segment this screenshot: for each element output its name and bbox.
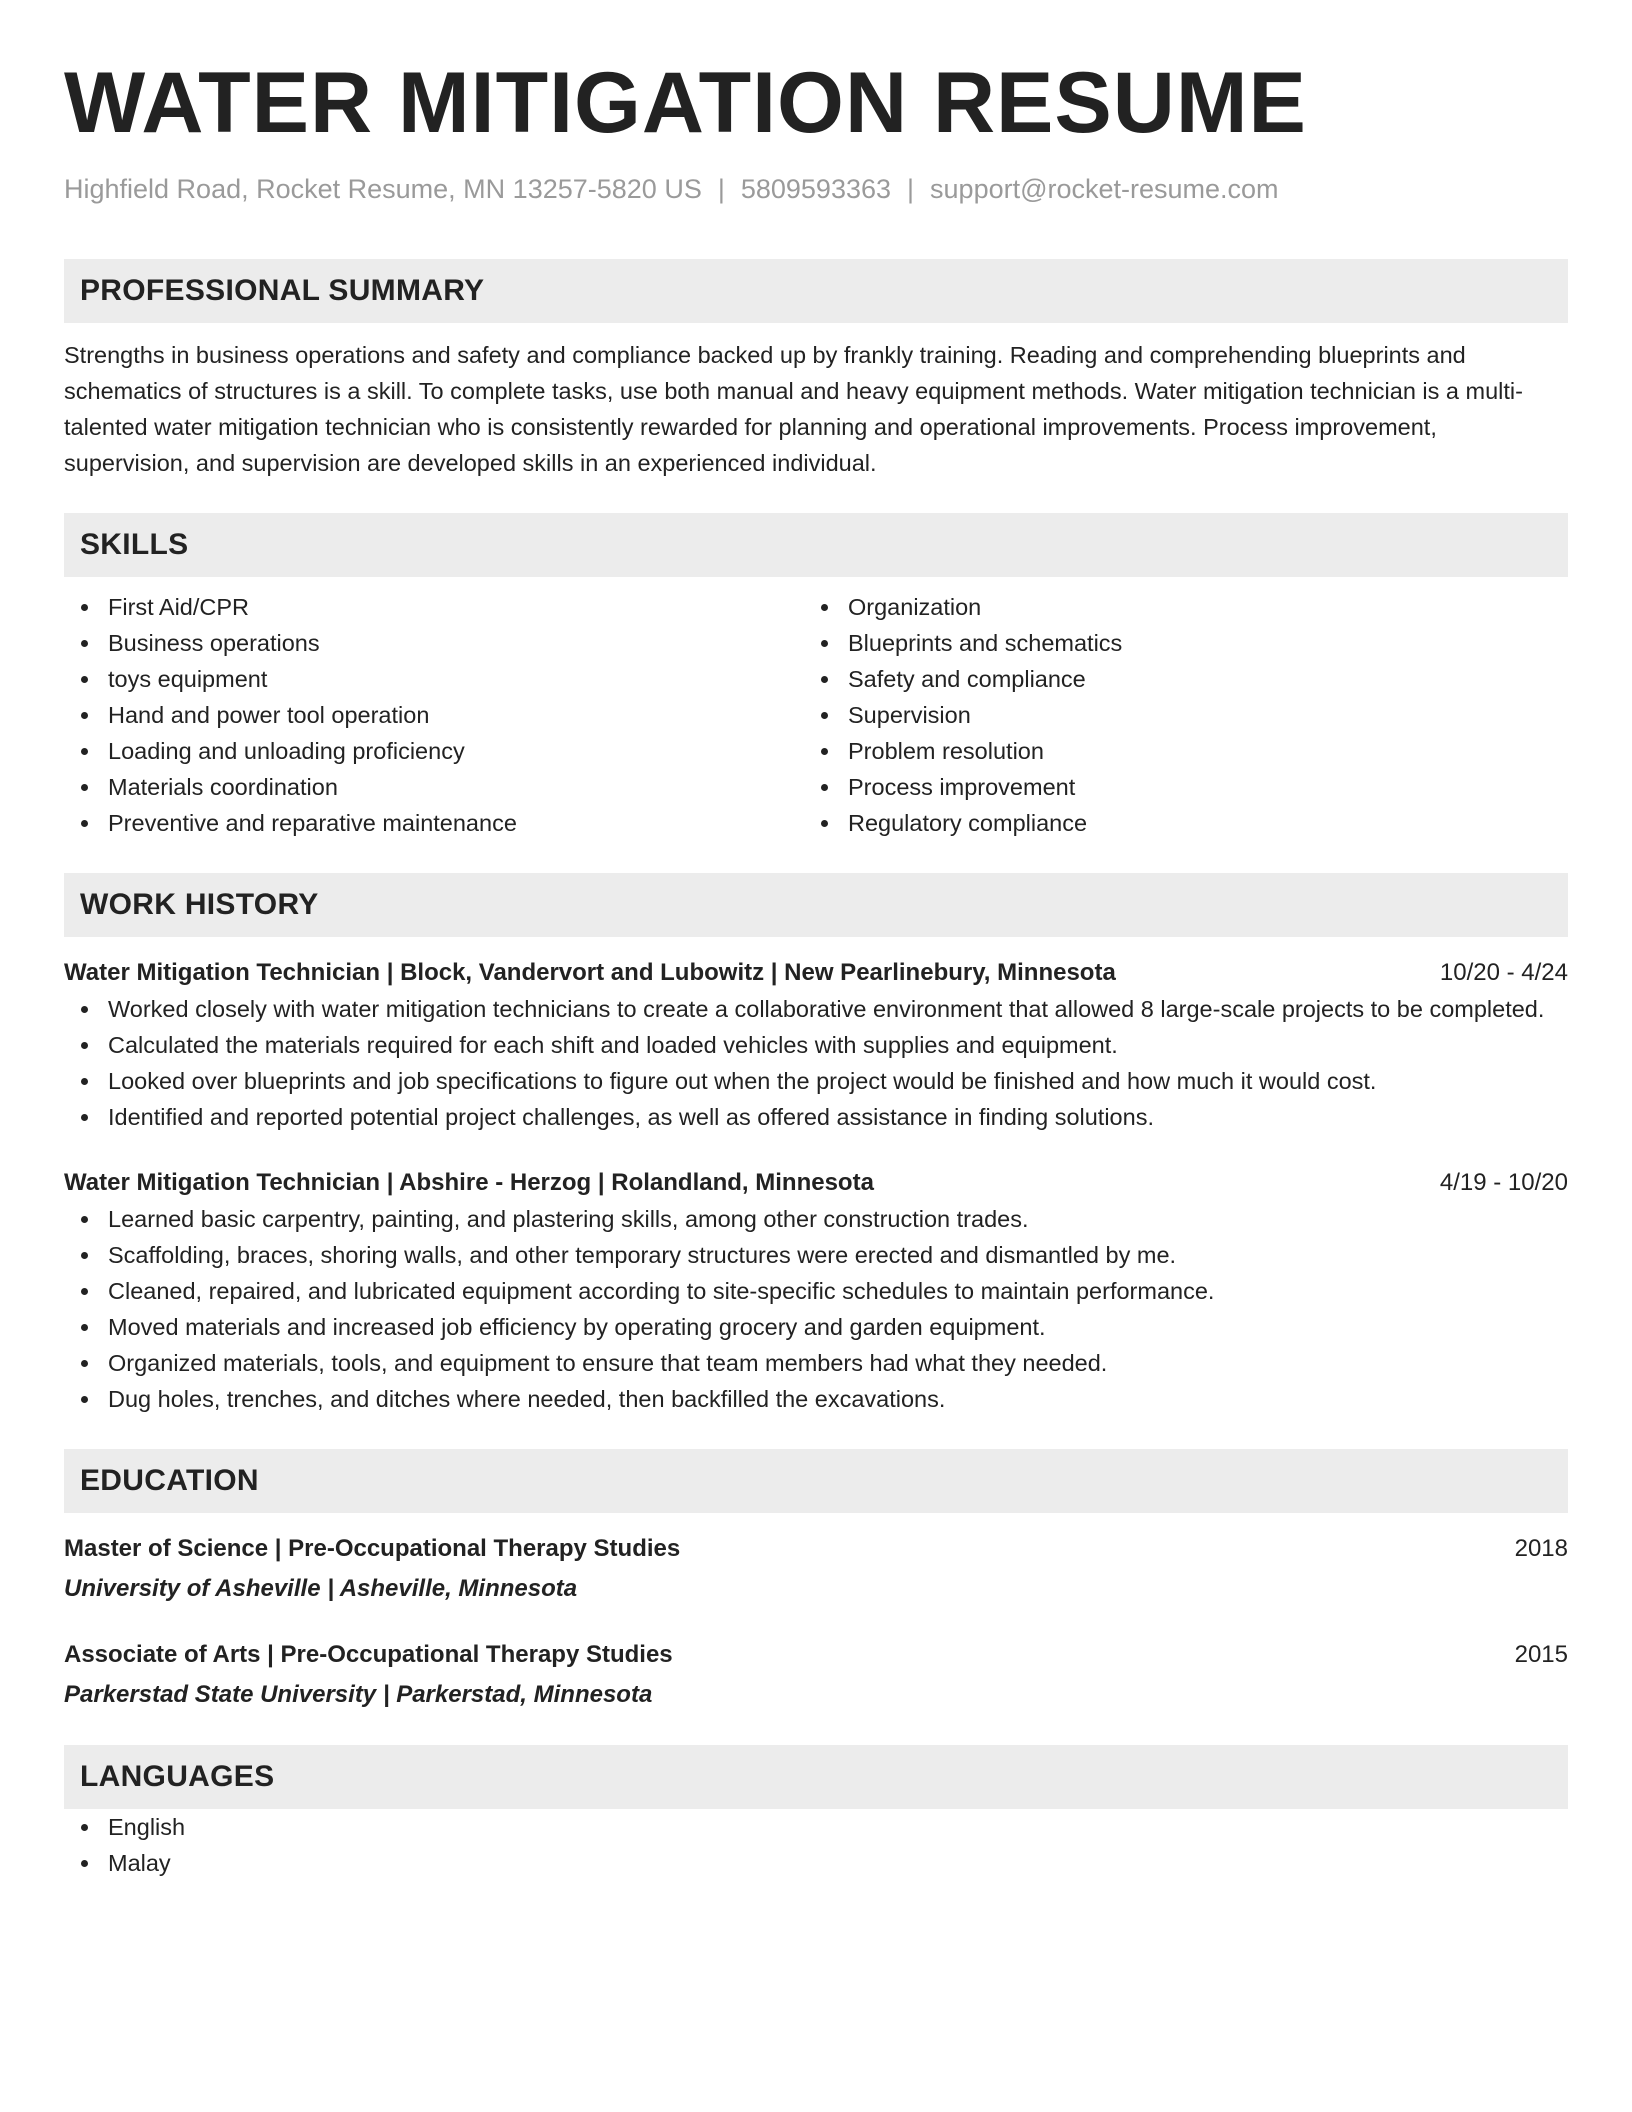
education-year: 2018	[1514, 1535, 1568, 1562]
contact-separator: |	[717, 174, 725, 204]
contact-separator: |	[907, 174, 915, 204]
job-header	[64, 1165, 1568, 1201]
job-bullet: Moved materials and increased job efficiency by operating grocery and garden equipment.	[64, 1309, 1568, 1345]
skill-item: Problem resolution	[804, 733, 1544, 769]
education-school: Parkerstad State University | Parkerstad, Minnesota	[64, 1681, 653, 1708]
job-bullet: Learned basic carpentry, painting, and plastering skills, among other construction trades.	[64, 1201, 1568, 1237]
job-bullet: Calculated the materials required for each shift and loaded vehicles with supplies and equipment.	[64, 1027, 1568, 1063]
skill-item: Business operations	[64, 625, 804, 661]
contact-phone: 5809593363	[740, 174, 892, 204]
education-heading: EDUCATION	[64, 1449, 1568, 1513]
skill-item: Loading and unloading proficiency	[64, 733, 804, 769]
job-bullet: Dug holes, trenches, and ditches where needed, then backfilled the excavations.	[64, 1381, 1568, 1417]
job-dates: 4/19 - 10/20	[1439, 1169, 1568, 1196]
job-title: Water Mitigation Technician | Block, Vandervort and Lubowitz | New Pearlinebury, Minnesota	[64, 959, 1116, 986]
education-year: 2015	[1514, 1641, 1568, 1668]
job-bullet: Cleaned, repaired, and lubricated equipment according to site-specific schedules to maintain performance.	[64, 1273, 1568, 1309]
job-dates: 10/20 - 4/24	[1439, 959, 1568, 986]
job-bullet: Organized materials, tools, and equipment to ensure that team members had what they needed.	[64, 1345, 1568, 1381]
education-header	[64, 1531, 1568, 1567]
contact-line	[64, 174, 1568, 205]
skill-item: Hand and power tool operation	[64, 697, 804, 733]
language-item: English	[64, 1809, 1568, 1845]
skills-right-column	[804, 589, 1544, 841]
resume-title: WATER MITIGATION RESUME	[64, 55, 1307, 151]
skill-item: Process improvement	[804, 769, 1544, 805]
skill-item: Blueprints and schematics	[804, 625, 1544, 661]
education-degree: Associate of Arts | Pre-Occupational Therapy Studies	[64, 1641, 673, 1668]
skill-item: Materials coordination	[64, 769, 804, 805]
work-heading: WORK HISTORY	[64, 873, 1568, 937]
job-bullet: Scaffolding, braces, shoring walls, and other temporary structures were erected and dismantled by me.	[64, 1237, 1568, 1273]
language-list	[64, 1809, 1568, 1881]
job-bullet: Worked closely with water mitigation technicians to create a collaborative environment that allowed 8 large-scale projects to be completed.	[64, 991, 1568, 1027]
languages-heading: LANGUAGES	[64, 1745, 1568, 1809]
skill-item: Regulatory compliance	[804, 805, 1544, 841]
skills-left-column	[64, 589, 804, 841]
skill-item: toys equipment	[64, 661, 804, 697]
education-school: University of Asheville | Asheville, Minnesota	[64, 1575, 578, 1602]
skill-item: Supervision	[804, 697, 1544, 733]
contact-email: support@rocket-resume.com	[930, 174, 1279, 204]
skill-item: Safety and compliance	[804, 661, 1544, 697]
summary-heading: PROFESSIONAL SUMMARY	[64, 259, 1568, 323]
job-title: Water Mitigation Technician | Abshire - Herzog | Rolandland, Minnesota	[64, 1169, 874, 1196]
job-bullet-list	[64, 1201, 1568, 1417]
contact-address: Highfield Road, Rocket Resume, MN 13257-5820 US	[64, 174, 702, 204]
skills-heading: SKILLS	[64, 513, 1568, 577]
skill-item: Organization	[804, 589, 1544, 625]
education-header	[64, 1637, 1568, 1673]
job-bullet: Identified and reported potential project challenges, as well as offered assistance in finding solutions.	[64, 1099, 1568, 1135]
job-header	[64, 955, 1568, 991]
skill-item: First Aid/CPR	[64, 589, 804, 625]
job-bullet: Looked over blueprints and job specifications to figure out when the project would be finished and how much it would cost.	[64, 1063, 1568, 1099]
job-bullet-list	[64, 991, 1568, 1135]
skill-item: Preventive and reparative maintenance	[64, 805, 804, 841]
language-item: Malay	[64, 1845, 1568, 1881]
skills-grid	[64, 589, 1568, 841]
education-degree: Master of Science | Pre-Occupational Therapy Studies	[64, 1535, 681, 1562]
summary-text: Strengths in business operations and safety and compliance backed up by frankly training. Reading and comprehending blueprints and schematics of structures is a skill. To complete tasks, use both manual and heavy equipment methods. Water mitigation technician is a multi-talented water mitigation technician who is consistently rewarded for planning and operational improvements. Process improvement, supervision, and supervision are developed skills in an experienced individual.	[64, 342, 1523, 476]
